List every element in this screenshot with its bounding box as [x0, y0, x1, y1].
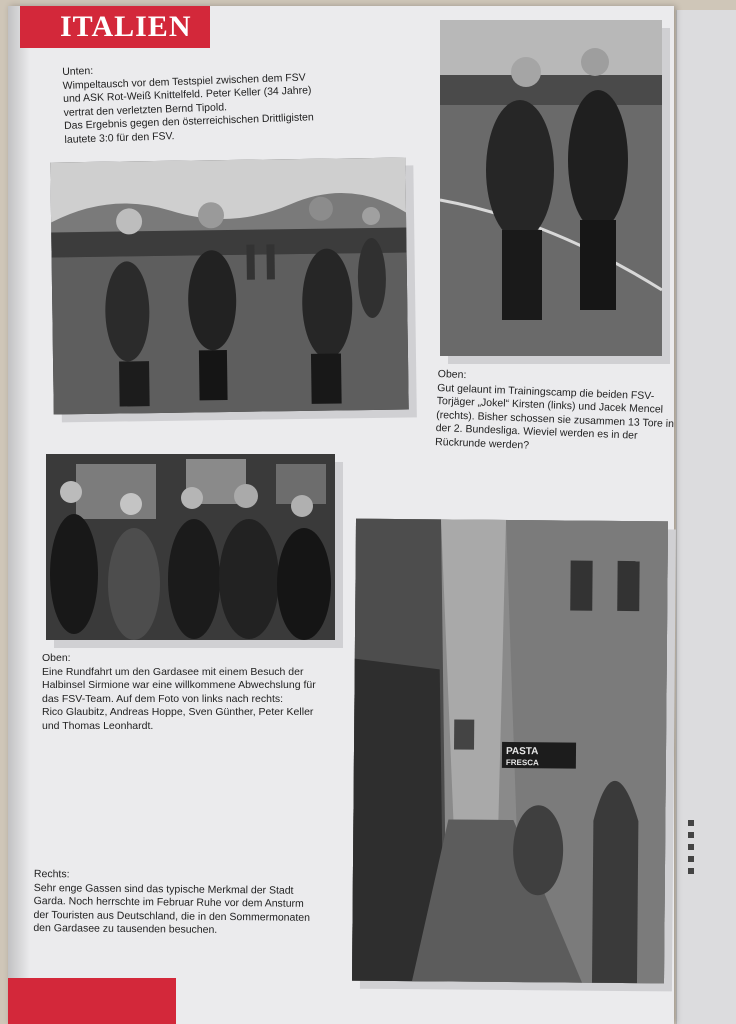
section-title: ITALIEN — [60, 10, 192, 43]
footer-red-bar — [8, 978, 176, 1024]
photo-pennant-exchange — [50, 158, 408, 415]
shop-sign-fresca: FRESCA — [505, 757, 539, 768]
binding-shadow — [8, 6, 30, 1024]
caption-garda-alley: Rechts: Sehr enge Gassen sind das typische Merkmal der Stadt Garda. Noch herrschte im Februar Ruhe vor dem Ansturm der Touristen aus Deutschland, die in den Sommermonaten den Gardasee zu tausenden besuchen. — [33, 868, 311, 936]
facing-page — [676, 10, 736, 1024]
magazine-page — [8, 6, 674, 1024]
photo-two-strikers — [440, 20, 662, 356]
page-edge-marks — [688, 820, 694, 880]
caption-team-group: Oben: Eine Rundfahrt um den Gardasee mit einem Besuch der Halbinsel Sirmione war eine willkommene Abwechslung für das FSV-Team. Auf dem Foto von links nach rechts: Rico Glaubitz, Andreas Hoppe, Sven Günther, Peter Keller und Thomas Leonhardt. — [42, 652, 316, 732]
caption-two-strikers: Oben: Gut gelaunt im Trainingscamp die beiden FSV- Torjäger „Jokel“ Kirsten (links) und Jacek Mencel (rechts). Bisher schossen sie zusammen 13 Tore in der 2. Bundesliga. Wieviel werden es in der Rückrunde werden? — [434, 368, 675, 452]
photo-garda-alley — [352, 519, 668, 984]
photo-team-group — [46, 454, 335, 640]
shop-sign-pasta: PASTA — [505, 745, 539, 758]
caption-pennant-exchange: Unten: Wimpeltausch vor dem Testspiel zwischen dem FSV und ASK Rot-Weiß Knittelfeld. Peter Keller (34 Jahre) vertrat den verletzten Bernd Tipold. Das Ergebnis gegen den österreichischen Drittligisten lautete 3:0 für den FSV. — [62, 64, 314, 146]
section-banner — [20, 6, 210, 48]
